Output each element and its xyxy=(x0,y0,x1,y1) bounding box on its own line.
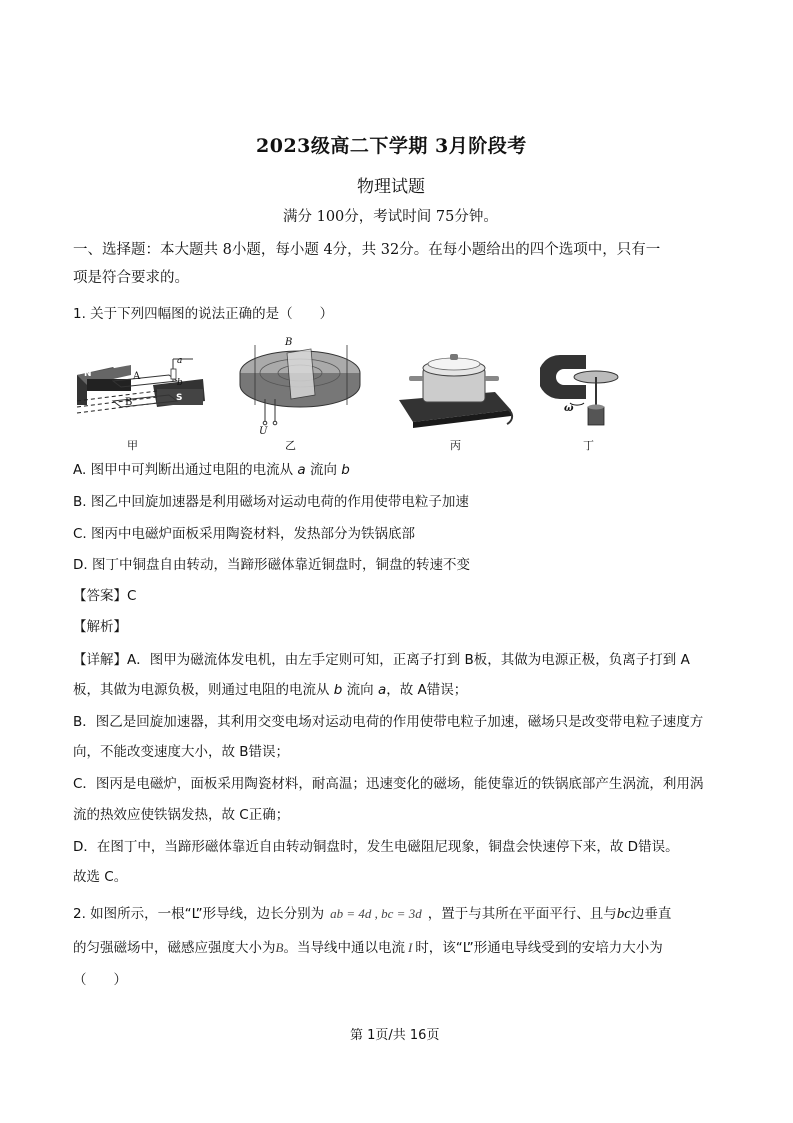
figure-jia-label-a-plate: A xyxy=(133,371,141,382)
q1-answer: 【答案】C xyxy=(73,588,137,604)
q2-stem-line2 xyxy=(73,936,663,956)
q1-option-c: C. 图丙中电磁炉面板采用陶瓷材料，发热部分为铁锅底部 xyxy=(73,526,416,542)
q1-stem: 1. 关于下列四幅图的说法正确的是（ ） xyxy=(73,306,334,322)
figure-jia-caption: 甲 xyxy=(127,439,138,452)
q2-side-length-formula: ab = 4d , bc = 3d xyxy=(330,906,422,921)
figure-bing-caption: 丙 xyxy=(450,439,461,452)
subject-title: 物理试题 xyxy=(357,177,425,197)
q1-option-a-text: A. 图甲中可判断出通过电阻的电流从 xyxy=(73,462,298,478)
figure-bing xyxy=(395,350,515,435)
q1-detail-line5: C．图丙是电磁炉，面板采用陶瓷材料，耐高温；迅速变化的磁场，能使靠近的铁锅底部产生涡流，利用涡 xyxy=(73,776,704,792)
q1-detail-line2-mid: 流向 xyxy=(342,682,378,698)
exam-title: 2023级高二下学期 3月阶段考 xyxy=(256,135,527,157)
q2-stem-line3: （ ） xyxy=(73,972,127,988)
q1-detail-line3: B．图乙是回旋加速器，其利用交变电场对运动电荷的作用使带电粒子加速，磁场只是改变带电粒子速度方 xyxy=(73,714,704,730)
page-number: 第 1页/共 16页 xyxy=(350,1028,440,1043)
q1-detail-line4: 向，不能改变速度大小，故 B错误； xyxy=(73,744,290,760)
exam-info: 满分 100分，考试时间 75分钟。 xyxy=(283,209,498,225)
q2-stem-line1 xyxy=(73,902,671,923)
section-instruction-line1: 一、选择题：本大题共 8小题，每小题 4分，共 32分。在每小题给出的四个选项中，只有一 xyxy=(73,242,661,258)
q1-option-a-var-b: b xyxy=(341,462,350,478)
q2-var-bc: bc xyxy=(616,906,631,922)
q1-detail-var-a: a xyxy=(377,682,387,698)
q1-option-d: D. 图丁中铜盘自由转动，当蹄形磁体靠近铜盘时，铜盘的转速不变 xyxy=(73,557,470,573)
figure-jia xyxy=(73,345,213,440)
q2-line1-text: 2. 如图所示，一根“L”形导线，边长分别为 xyxy=(73,906,325,922)
q1-analysis-heading: 【解析】 xyxy=(73,619,127,635)
q2-var-b: B xyxy=(275,940,284,955)
q1-detail-line6: 流的热效应使铁锅发热，故 C正确； xyxy=(73,807,290,823)
q1-detail-line7: D．在图丁中，当蹄形磁体靠近自由转动铜盘时，发生电磁阻尼现象，铜盘会快速停下来，故 D错误。 xyxy=(73,839,679,855)
figure-yi-label-b: B xyxy=(285,337,293,348)
q2-line1-end: 边垂直 xyxy=(630,906,672,922)
q2-line2-end: 时，该“L”形通电导线受到的安培力大小为 xyxy=(415,940,663,956)
figure-ding xyxy=(540,345,625,435)
q1-detail-line8: 故选 C。 xyxy=(73,869,128,885)
q2-line2-text: 的匀强磁场中，磁感应强度大小为 xyxy=(73,940,276,956)
q1-detail-line1: 【详解】A．图甲为磁流体发电机，由左手定则可知，正离子打到 B板，其做为电源正极，负离子打到 A xyxy=(73,652,690,668)
figure-yi-caption: 乙 xyxy=(285,439,296,452)
q1-option-a-var-a: a xyxy=(297,462,306,478)
q1-detail-line2 xyxy=(73,678,467,698)
figure-jia-label-n: N xyxy=(84,369,92,379)
figure-yi xyxy=(235,335,365,435)
q2-var-i: I xyxy=(407,940,413,955)
figure-ding-label-omega: ω xyxy=(564,403,574,414)
figure-jia-label-b-plate: B xyxy=(125,397,133,408)
section-instruction-line2: 项是符合要求的。 xyxy=(73,270,189,286)
q1-detail-var-b: b xyxy=(333,682,343,698)
q1-detail-line2-text: 板，其做为电源负极，则通过电阻的电流从 xyxy=(73,682,334,698)
figure-ding-caption: 丁 xyxy=(583,439,594,452)
figure-jia-label-s: S xyxy=(176,393,183,403)
q1-detail-line2-end: ，故 A错误； xyxy=(386,682,468,698)
q1-option-b: B. 图乙中回旋加速器是利用磁场对运动电荷的作用使带电粒子加速 xyxy=(73,494,469,510)
figure-jia-label-b: b xyxy=(177,378,183,388)
q2-line1-mid: ，置于与其所在平面平行、且与 xyxy=(427,906,617,922)
figure-jia-label-a: a xyxy=(177,356,183,366)
q2-line2-mid: 。当导线中通以电流 xyxy=(283,940,405,956)
figure-yi-label-u: U xyxy=(259,426,268,435)
q1-option-a-mid: 流向 xyxy=(305,462,342,478)
q1-option-a xyxy=(73,458,350,478)
